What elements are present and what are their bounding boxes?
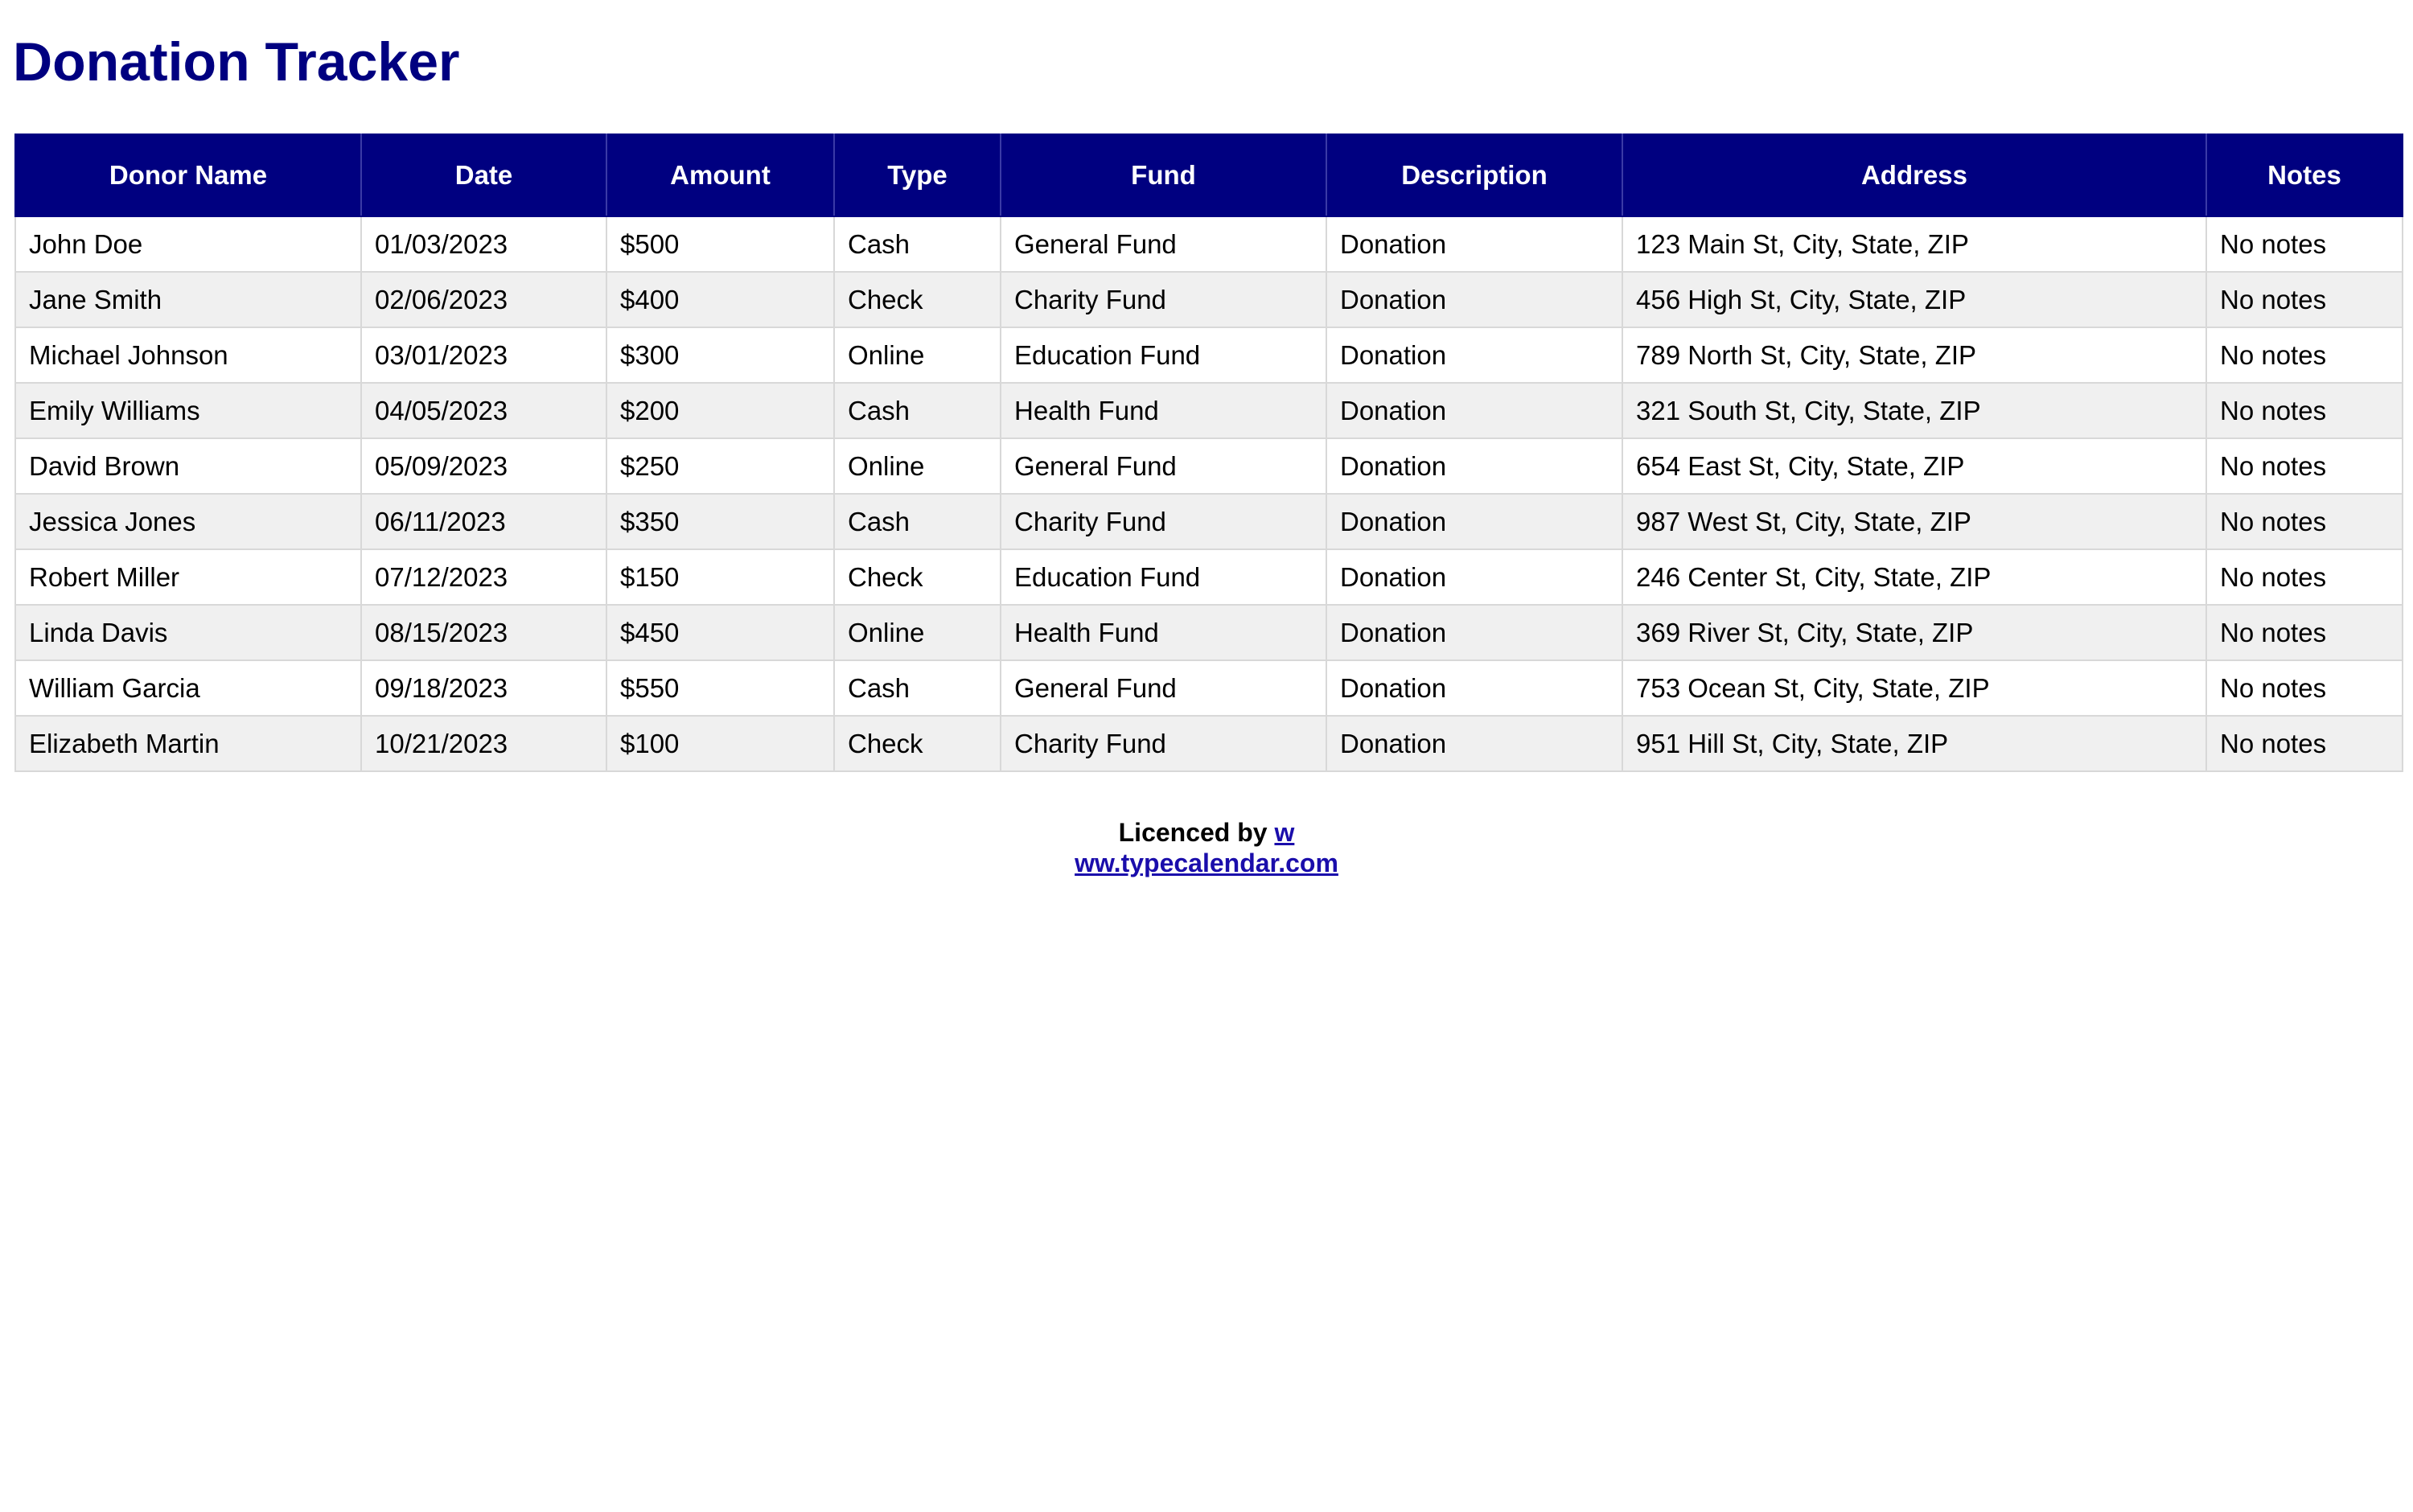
cell-date: 03/01/2023: [361, 327, 606, 383]
licence-footer: [0, 817, 2413, 878]
cell-type: Online: [834, 327, 1001, 383]
cell-fund: General Fund: [1001, 438, 1326, 494]
cell-notes: No notes: [2206, 272, 2403, 327]
cell-amount: $250: [606, 438, 834, 494]
cell-address: 456 High St, City, State, ZIP: [1622, 272, 2206, 327]
cell-fund: Charity Fund: [1001, 494, 1326, 549]
cell-donor-name: William Garcia: [15, 660, 361, 716]
cell-address: 246 Center St, City, State, ZIP: [1622, 549, 2206, 605]
cell-donor-name: Jane Smith: [15, 272, 361, 327]
column-header-description[interactable]: Description: [1326, 134, 1622, 216]
cell-amount: $150: [606, 549, 834, 605]
cell-address: 369 River St, City, State, ZIP: [1622, 605, 2206, 660]
table-row[interactable]: [15, 716, 2403, 771]
cell-donor-name: Jessica Jones: [15, 494, 361, 549]
cell-date: 06/11/2023: [361, 494, 606, 549]
table-row[interactable]: [15, 660, 2403, 716]
table-row[interactable]: [15, 605, 2403, 660]
table-header-row: [15, 134, 2403, 216]
column-header-date[interactable]: Date: [361, 134, 606, 216]
cell-date: 01/03/2023: [361, 216, 606, 272]
column-header-fund[interactable]: Fund: [1001, 134, 1326, 216]
cell-notes: No notes: [2206, 494, 2403, 549]
table-row[interactable]: [15, 549, 2403, 605]
cell-amount: $550: [606, 660, 834, 716]
donation-table: [14, 134, 2403, 772]
cell-fund: Charity Fund: [1001, 272, 1326, 327]
table-row[interactable]: [15, 216, 2403, 272]
cell-donor-name: John Doe: [15, 216, 361, 272]
cell-address: 951 Hill St, City, State, ZIP: [1622, 716, 2206, 771]
cell-donor-name: Linda Davis: [15, 605, 361, 660]
licence-label: Licenced by: [1118, 818, 1275, 847]
cell-amount: $350: [606, 494, 834, 549]
cell-type: Check: [834, 716, 1001, 771]
cell-fund: General Fund: [1001, 660, 1326, 716]
page-title: Donation Tracker: [13, 31, 460, 92]
cell-notes: No notes: [2206, 549, 2403, 605]
column-header-donor-name[interactable]: Donor Name: [15, 134, 361, 216]
cell-notes: No notes: [2206, 605, 2403, 660]
cell-description: Donation: [1326, 272, 1622, 327]
cell-type: Cash: [834, 494, 1001, 549]
licence-link[interactable]: ww.typecalendar.com: [1075, 848, 1338, 877]
table-row[interactable]: [15, 272, 2403, 327]
table-row[interactable]: [15, 438, 2403, 494]
cell-type: Cash: [834, 660, 1001, 716]
cell-fund: Health Fund: [1001, 383, 1326, 438]
table-row[interactable]: [15, 327, 2403, 383]
cell-amount: $500: [606, 216, 834, 272]
cell-date: 08/15/2023: [361, 605, 606, 660]
cell-donor-name: David Brown: [15, 438, 361, 494]
cell-amount: $100: [606, 716, 834, 771]
cell-fund: Education Fund: [1001, 327, 1326, 383]
cell-notes: No notes: [2206, 716, 2403, 771]
cell-notes: No notes: [2206, 438, 2403, 494]
table-row[interactable]: [15, 383, 2403, 438]
cell-amount: $400: [606, 272, 834, 327]
cell-donor-name: Michael Johnson: [15, 327, 361, 383]
cell-description: Donation: [1326, 438, 1622, 494]
cell-date: 10/21/2023: [361, 716, 606, 771]
cell-type: Online: [834, 438, 1001, 494]
cell-notes: No notes: [2206, 660, 2403, 716]
table-row[interactable]: [15, 494, 2403, 549]
cell-description: Donation: [1326, 549, 1622, 605]
cell-amount: $450: [606, 605, 834, 660]
cell-address: 789 North St, City, State, ZIP: [1622, 327, 2206, 383]
cell-fund: General Fund: [1001, 216, 1326, 272]
cell-address: 753 Ocean St, City, State, ZIP: [1622, 660, 2206, 716]
cell-fund: Health Fund: [1001, 605, 1326, 660]
cell-notes: No notes: [2206, 216, 2403, 272]
cell-description: Donation: [1326, 494, 1622, 549]
cell-donor-name: Emily Williams: [15, 383, 361, 438]
cell-description: Donation: [1326, 327, 1622, 383]
cell-description: Donation: [1326, 605, 1622, 660]
cell-description: Donation: [1326, 660, 1622, 716]
table-body: [15, 216, 2403, 771]
cell-description: Donation: [1326, 716, 1622, 771]
cell-amount: $200: [606, 383, 834, 438]
cell-date: 09/18/2023: [361, 660, 606, 716]
cell-type: Online: [834, 605, 1001, 660]
cell-description: Donation: [1326, 383, 1622, 438]
licence-link-start[interactable]: w: [1274, 818, 1295, 847]
cell-date: 07/12/2023: [361, 549, 606, 605]
column-header-address[interactable]: Address: [1622, 134, 2206, 216]
cell-fund: Charity Fund: [1001, 716, 1326, 771]
cell-type: Check: [834, 549, 1001, 605]
cell-amount: $300: [606, 327, 834, 383]
cell-type: Cash: [834, 216, 1001, 272]
cell-donor-name: Robert Miller: [15, 549, 361, 605]
cell-address: 654 East St, City, State, ZIP: [1622, 438, 2206, 494]
cell-address: 123 Main St, City, State, ZIP: [1622, 216, 2206, 272]
cell-date: 04/05/2023: [361, 383, 606, 438]
cell-fund: Education Fund: [1001, 549, 1326, 605]
cell-date: 05/09/2023: [361, 438, 606, 494]
column-header-amount[interactable]: Amount: [606, 134, 834, 216]
cell-notes: No notes: [2206, 383, 2403, 438]
column-header-type[interactable]: Type: [834, 134, 1001, 216]
cell-date: 02/06/2023: [361, 272, 606, 327]
cell-donor-name: Elizabeth Martin: [15, 716, 361, 771]
column-header-notes[interactable]: Notes: [2206, 134, 2403, 216]
cell-address: 321 South St, City, State, ZIP: [1622, 383, 2206, 438]
cell-notes: No notes: [2206, 327, 2403, 383]
cell-description: Donation: [1326, 216, 1622, 272]
cell-type: Check: [834, 272, 1001, 327]
cell-address: 987 West St, City, State, ZIP: [1622, 494, 2206, 549]
cell-type: Cash: [834, 383, 1001, 438]
